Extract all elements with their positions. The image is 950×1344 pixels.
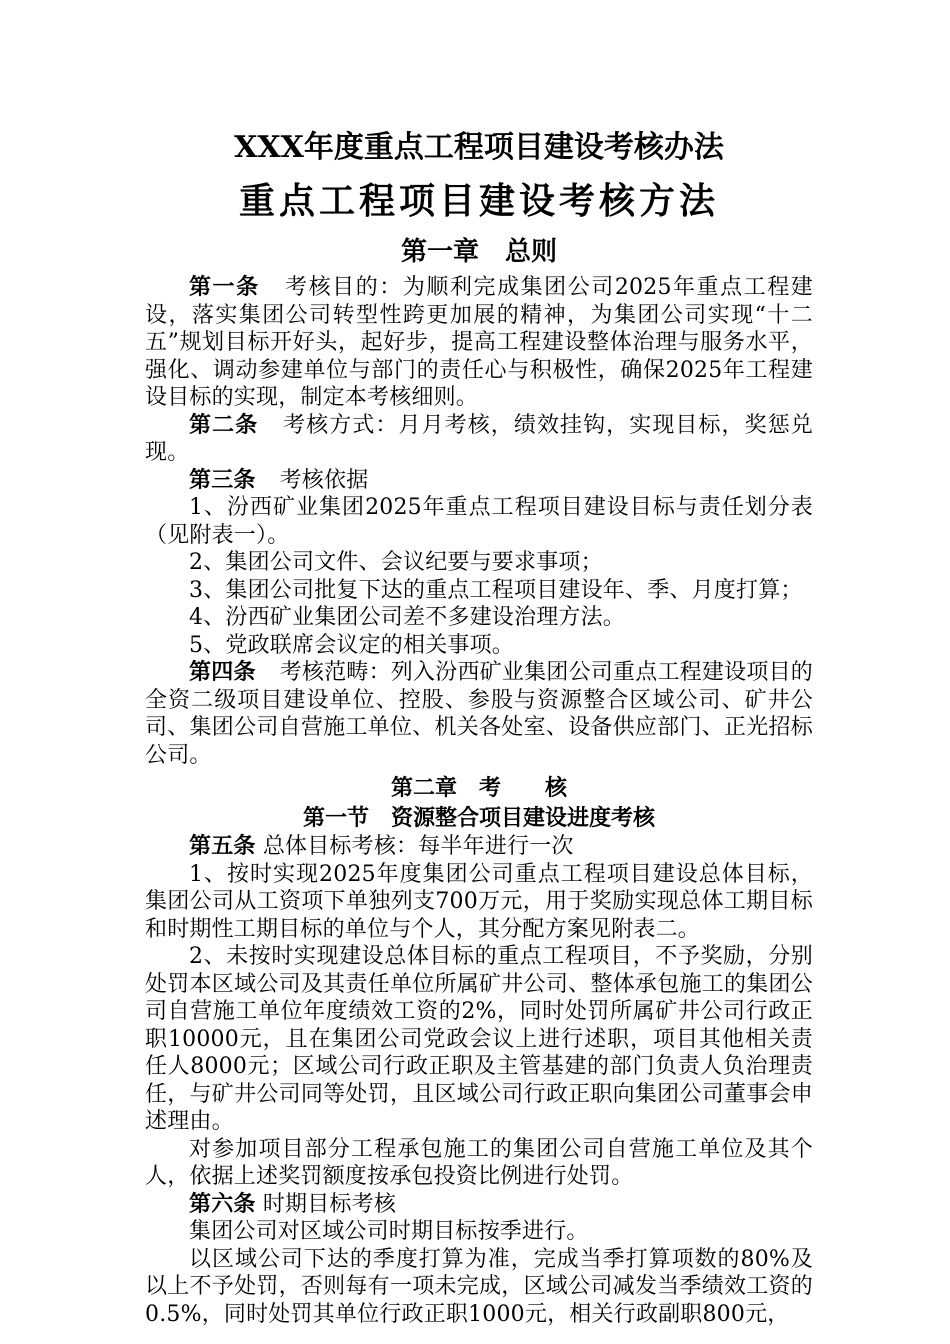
document-title: XXX年度重点工程项目建设考核办法 [234,130,724,165]
article-4 [145,659,813,769]
article-1 [145,274,813,412]
chapter-1-heading: 第一章 总则 [400,237,557,267]
article-6-paragraph: 以区域公司下达的季度打算为准，完成当季打算项数的80%及以上不予处罚，否则每有一项未完成，区域公司减发当季绩效工资的0.5%，同时处罚其单位行政正职1000元，相关行政副职800元， [145,1246,813,1327]
article-6-heading: 第六条 [189,1190,256,1217]
article-5-paragraph: 对参加项目部分工程承包施工的集团公司自营施工单位及其个人，依据上述奖罚额度按承包投资比例进行处罚。 [145,1136,813,1189]
article-3 [145,467,813,495]
article-5 [145,833,813,861]
article-3-item: 3、集团公司批复下达的重点工程项目建设年、季、月度打算； [189,577,803,603]
chapter-2-heading: 第二章 考 核 [390,775,567,801]
article-3-text: 考核依据 [279,467,369,493]
article-5-heading: 第五条 [189,833,256,859]
article-3-heading: 第三条 [189,466,256,493]
article-2 [145,412,813,467]
article-2-heading: 第二条 [189,411,259,438]
document-page [145,124,813,1328]
article-3-item: 2、集团公司文件、会议纪要与要求事项； [189,550,603,575]
section-1-heading: 第一节 资源整合项目建设进度考核 [302,805,655,831]
article-2-text: 考核方式：月月考核，绩效挂钩，实现目标，奖惩兑现。 [145,412,813,465]
article-6-paragraph: 集团公司对区域公司时期目标按季进行。 [189,1219,589,1244]
article-5-text: 总体目标考核：每半年进行一次 [262,834,574,859]
article-4-heading: 第四条 [189,659,256,685]
article-5-paragraph: 2、未按时实现建设总体目标的重点工程项目，不予奖励，分别处罚本区域公司及其责任单位所属矿井公司、整体承包施工的集团公司自营施工单位年度绩效工资的2%，同时处罚所属矿井公司行政正职10000元，且在集团公司党政会议上进行述职，项目其他相关责任人8000元；区域公司行政正职及主管基建的部门负责人负治理责任，与矿井公司同等处罚，且区域公司行政正职向集团公司董事会申述理由。 [145,944,813,1134]
article-6 [145,1191,813,1219]
article-3-item: 5、党政联席会议定的相关事项。 [189,632,514,658]
document-subtitle: 重点工程项目建设考核方法 [238,180,719,222]
article-5-paragraph: 1、按时实现2025年度集团公司重点工程项目建设总体目标，集团公司从工资项下单独列支700万元，用于奖励实现总体工期目标和时期性工期目标的单位与个人，其分配方案见附表二。 [145,861,813,942]
article-1-heading: 第一条 [189,274,260,300]
article-3-item: 4、汾西矿业集团公司差不多建设治理方法。 [189,605,625,630]
article-4-text: 考核范畴：列入汾西矿业集团公司重点工程建设项目的全资二级项目建设单位、控股、参股与资源整合区域公司、矿井公司、集团公司自营施工单位、机关各处室、设备供应部门、正光招标公司。 [145,660,813,768]
article-1-text: 考核目的：为顺利完成集团公司2025年重点工程建设，落实集团公司转型性跨更加展的精神，为集团公司实现“十二五”规划目标开好头，起好步，提高工程建设整体治理与服务水平，强化、调动参建单位与部门的责任心与积极性，确保2025年工程建设目标的实现，制定本考核细则。 [145,275,813,410]
article-3-item: 1、汾西矿业集团2025年重点工程项目建设目标与责任划分表（见附表一）。 [145,495,813,548]
article-6-text: 时期目标考核 [262,1191,397,1217]
